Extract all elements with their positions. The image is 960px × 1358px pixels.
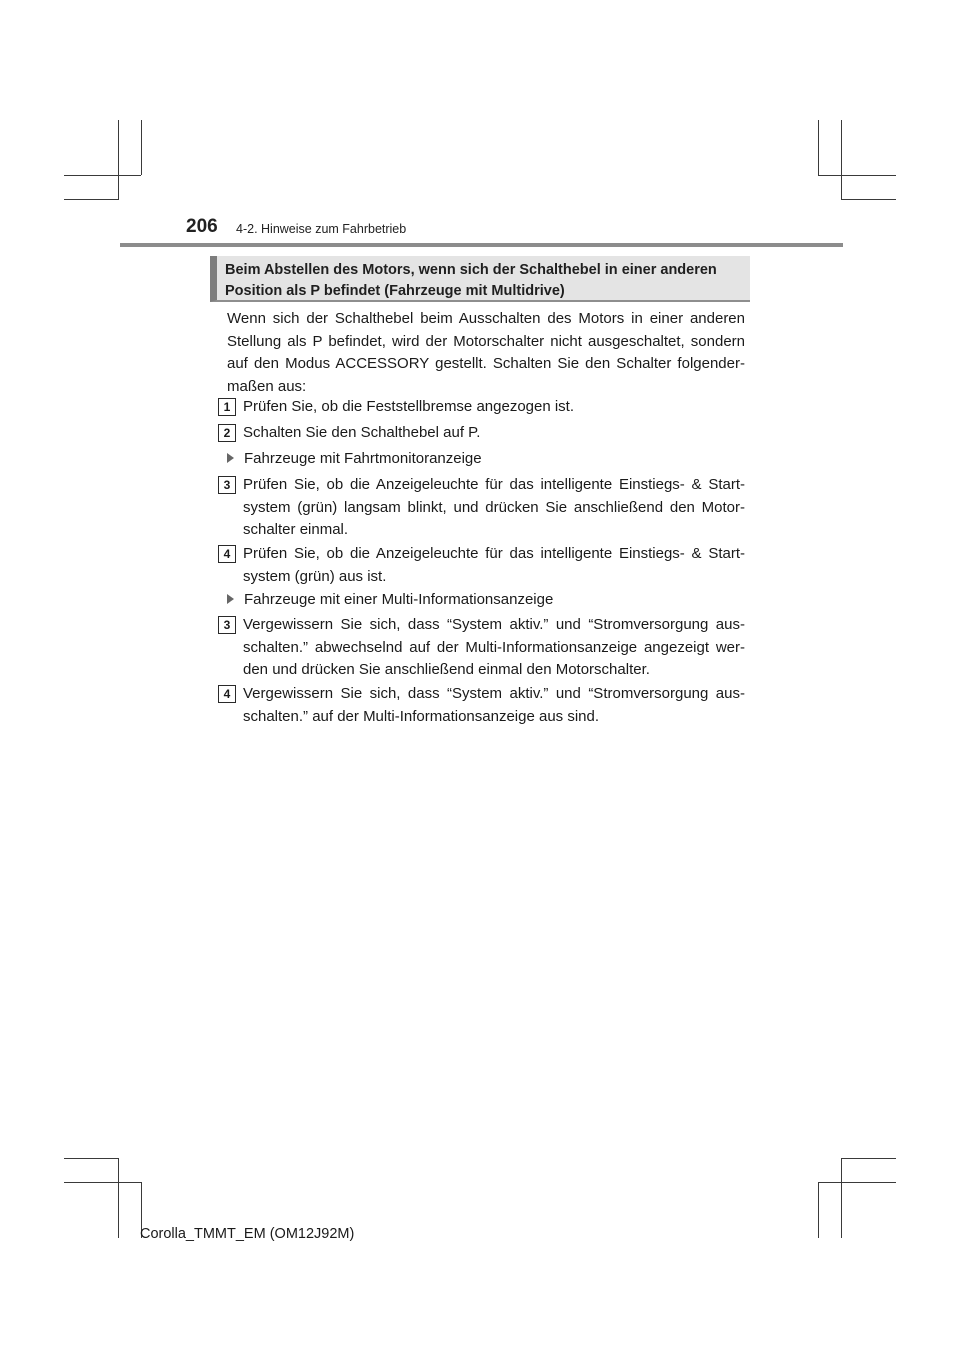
step-text: Schalten Sie den Schalthebel auf P. — [243, 424, 481, 441]
crop-mark — [118, 1158, 119, 1238]
crop-mark — [818, 1182, 819, 1238]
crop-mark — [64, 1158, 119, 1159]
variant-heading — [227, 448, 482, 471]
crop-mark — [818, 175, 896, 176]
crop-mark — [64, 175, 141, 176]
step-text: Prüfen Sie, ob die Feststellbremse angezogen ist. — [243, 398, 575, 415]
step-number-badge: 3 — [218, 616, 236, 634]
step-number-badge: 3 — [218, 476, 236, 494]
crop-mark — [841, 120, 842, 200]
intro-paragraph: Wenn sich der Schalthebel beim Ausschalten des Motors in einer anderen Stellung als P befindet, wird der Motorschalter nicht ausgeschaltet, sondern auf den Modus ACCESSORY gestellt. Schalten Sie den Schalter folgendermaßen aus: — [227, 310, 745, 395]
step-text: Prüfen Sie, ob die Anzeigeleuchte für das intelligente Einstiegs- & Startsystem (grün) langsam blinkt, und drücken Sie anschließend den Motorschalter einmal. — [243, 476, 745, 538]
variant-heading-label: Fahrzeuge mit einer Multi-Informationsanzeige — [244, 591, 554, 608]
crop-mark — [118, 120, 119, 200]
section-title-line: Beim Abstellen des Motors, wenn sich der Schalthebel in einer anderen — [225, 262, 717, 278]
triangle-bullet-icon — [227, 594, 234, 604]
crop-mark — [141, 120, 142, 175]
crop-mark — [64, 1182, 141, 1183]
variant-heading — [227, 589, 553, 612]
document-id: Corolla_TMMT_EM (OM12J92M) — [140, 1226, 355, 1242]
crop-mark — [64, 199, 119, 200]
running-head: 4-2. Hinweise zum Fahrbetrieb — [236, 222, 407, 236]
step-number-badge: 1 — [218, 398, 236, 416]
crop-mark — [841, 1158, 842, 1238]
step-number-badge: 2 — [218, 424, 236, 442]
section-title-line: Position als P befindet (Fahrzeuge mit Multidrive) — [225, 283, 565, 299]
crop-mark — [841, 1158, 896, 1159]
variant-heading-label: Fahrzeuge mit Fahrtmonitoranzeige — [244, 450, 482, 467]
crop-mark — [818, 120, 819, 175]
step-text: Vergewissern Sie sich, dass “System aktiv.” und “Stromversorgung ausschalten.” auf der Multi-Informationsanzeige aus sind. — [243, 685, 745, 725]
step-text: Vergewissern Sie sich, dass “System aktiv.” und “Stromversorgung ausschalten.” abwechselnd auf der Multi-Informationsanzeige angezeigt werden und drücken Sie anschließend einmal den Motorschalter. — [243, 616, 745, 678]
step-number-badge: 4 — [218, 685, 236, 703]
step-text: Prüfen Sie, ob die Anzeigeleuchte für das intelligente Einstiegs- & Startsystem (grün) aus ist. — [243, 545, 745, 585]
crop-mark — [818, 1182, 896, 1183]
triangle-bullet-icon — [227, 453, 234, 463]
crop-mark — [841, 199, 896, 200]
page-number: 206 — [186, 216, 218, 237]
header-rule — [120, 243, 843, 247]
step-number-badge: 4 — [218, 545, 236, 563]
section-title — [210, 256, 750, 302]
